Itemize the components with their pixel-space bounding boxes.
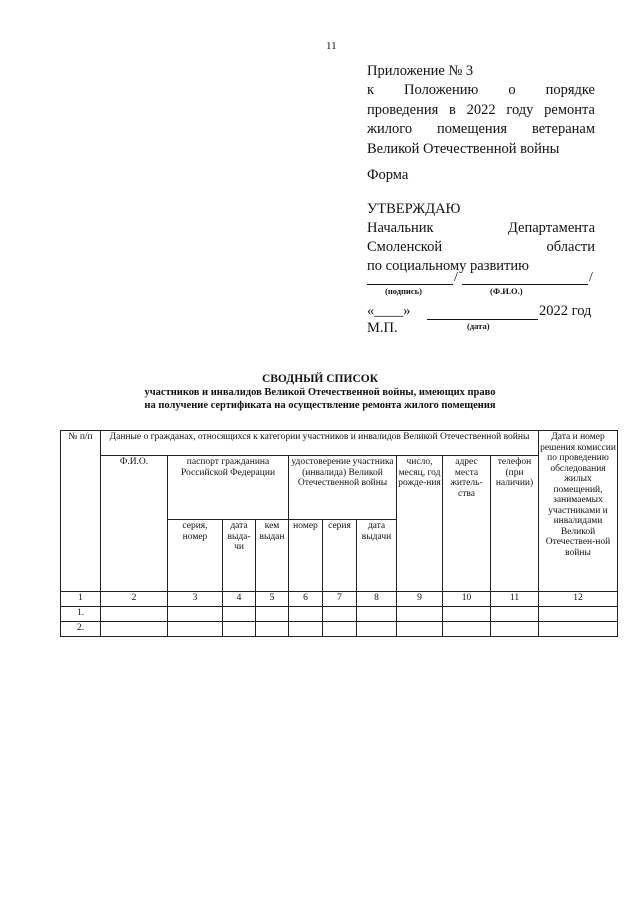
column-number: 4 (223, 592, 256, 607)
row-number: 1. (61, 607, 101, 622)
annex-line-1: Приложение № 3 (367, 63, 474, 79)
list-subtitle-2: на получение сертификата на осуществление ремонта жилого помещения (144, 400, 496, 411)
header-row-number: № п/п (61, 431, 101, 592)
annex-line-2: к Положению о порядке (367, 82, 595, 99)
table-cell (223, 622, 256, 637)
header-phone: телефон (при наличии) (491, 456, 539, 592)
column-number: 8 (357, 592, 397, 607)
table-row (61, 622, 618, 637)
column-number: 1 (61, 592, 101, 607)
table-cell (397, 622, 443, 637)
column-number: 9 (397, 592, 443, 607)
header-fio: Ф.И.О. (101, 456, 168, 592)
header-passport-date: дата выда-чи (223, 520, 256, 592)
form-label: Форма (367, 167, 409, 183)
row-number: 2. (61, 622, 101, 637)
page-number: 11 (326, 40, 337, 52)
table-cell (223, 607, 256, 622)
signature-underline (367, 284, 453, 285)
signature-caption: (подпись) (385, 286, 422, 296)
table-cell (168, 607, 223, 622)
table-cell (491, 607, 539, 622)
table-row (61, 607, 618, 622)
column-number: 7 (323, 592, 357, 607)
header-certificate: удостоверение участника (инвалида) Великой Отечественной войны (289, 456, 397, 520)
signature-slash-2: / (589, 270, 593, 285)
table-cell (443, 607, 491, 622)
signature-slash-1: / (454, 270, 458, 285)
table-cell (289, 607, 323, 622)
table-cell (323, 622, 357, 637)
table-cell (101, 622, 168, 637)
table-cell (491, 622, 539, 637)
table-cell (539, 607, 618, 622)
header-passport-series: серия, номер (168, 520, 223, 592)
annex-line-4: жилого помещения ветеранам (367, 121, 595, 138)
annex-line-3: проведения в 2022 году ремонта (367, 101, 595, 118)
header-passport-issuer: кем выдан (256, 520, 289, 592)
list-subtitle-1: участников и инвалидов Великой Отечественной войны, имеющих право (144, 387, 496, 398)
table-cell (443, 622, 491, 637)
summary-table (60, 430, 618, 637)
column-number: 12 (539, 592, 618, 607)
table-cell (289, 622, 323, 637)
annex-line-5: Великой Отечественной войны (367, 140, 560, 157)
column-number: 3 (168, 592, 223, 607)
fio-underline (462, 284, 588, 285)
fio-caption: (Ф.И.О.) (490, 286, 523, 296)
approval-line-3: по социальному развитию (367, 258, 529, 274)
signature-line (367, 270, 595, 296)
approval-line-1: Начальник Департамента (367, 220, 595, 236)
table-cell (323, 607, 357, 622)
header-citizen-data: Данные о гражданах, относящихся к категории участников и инвалидов Великой Отечественной войны (101, 431, 539, 456)
date-underline (427, 319, 538, 320)
header-birth-date: число, месяц, год рожде-ния (397, 456, 443, 592)
table-cell (397, 607, 443, 622)
annex-block (367, 62, 595, 159)
header-decision-date: Дата и номер решения комиссии по проведению обследования жилых помещений, занимаемых участниками и инвалидами Великой Отечествен-ной войны (539, 431, 618, 592)
header-cert-series: серия (323, 520, 357, 592)
table-cell (539, 622, 618, 637)
approval-block (367, 200, 595, 276)
header-passport: паспорт гражданина Российской Федерации (168, 456, 289, 520)
table-cell (101, 607, 168, 622)
stamp-label: М.П. (367, 320, 398, 336)
column-number: 6 (289, 592, 323, 607)
date-line (367, 303, 597, 339)
table-cell (357, 622, 397, 637)
column-number: 2 (101, 592, 168, 607)
table-cell (256, 622, 289, 637)
column-number: 5 (256, 592, 289, 607)
column-number: 10 (443, 592, 491, 607)
column-number-row (61, 592, 618, 607)
table-cell (256, 607, 289, 622)
header-cert-number: номер (289, 520, 323, 592)
date-caption: (дата) (467, 321, 490, 331)
table-cell (168, 622, 223, 637)
approval-line-2: Смоленской области (367, 239, 595, 255)
column-number: 11 (491, 592, 539, 607)
table-cell (357, 607, 397, 622)
approval-word: УТВЕРЖДАЮ (367, 201, 461, 217)
date-year: 2022 год (539, 303, 592, 319)
header-cert-date: дата выдачи (357, 520, 397, 592)
list-title: СВОДНЫЙ СПИСОК (261, 373, 379, 385)
header-address: адрес места житель-ства (443, 456, 491, 592)
date-day: «____» (367, 303, 411, 319)
